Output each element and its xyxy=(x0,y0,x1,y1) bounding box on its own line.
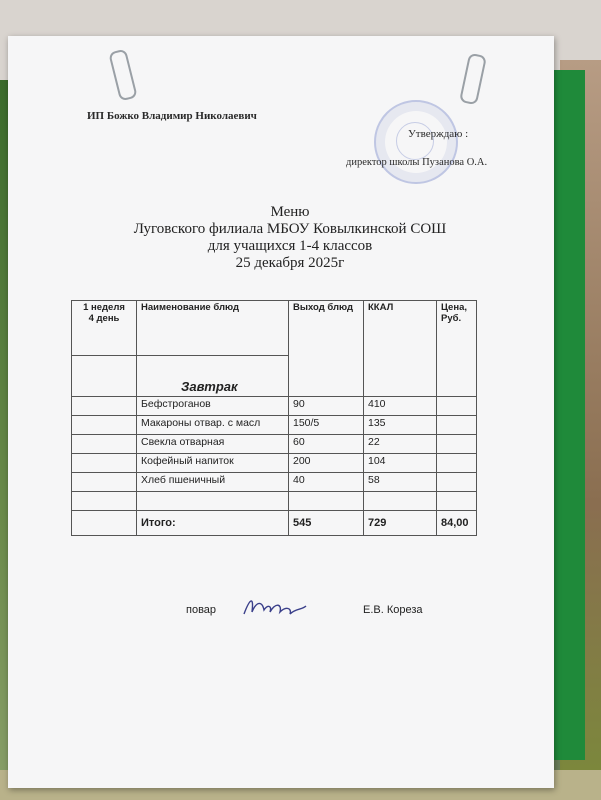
table-header-row xyxy=(72,301,477,356)
header-output: Выход блюд xyxy=(289,301,364,397)
header-dish-name: Наименование блюд xyxy=(137,301,289,356)
dish-name: Хлеб пшеничный xyxy=(137,473,289,492)
dish-output: 150/5 xyxy=(289,416,364,435)
title-line: для учащихся 1-4 классов xyxy=(207,238,373,254)
dish-kcal: 135 xyxy=(364,416,437,435)
table-row xyxy=(72,473,477,492)
title-line: 25 декабря 2025г xyxy=(235,255,345,271)
dish-price xyxy=(437,435,477,454)
dish-price xyxy=(437,397,477,416)
meal-label: Завтрак xyxy=(181,379,238,394)
header-kcal: ККАЛ xyxy=(364,301,437,397)
dish-price xyxy=(437,473,477,492)
dish-name: Бефстроганов xyxy=(137,397,289,416)
header-week-day: 1 неделя 4 день xyxy=(72,301,137,356)
menu-table xyxy=(71,300,477,536)
dish-name xyxy=(137,492,289,511)
total-kcal: 729 xyxy=(364,511,437,536)
dish-name: Кофейный напиток xyxy=(137,454,289,473)
title-line: Луговского филиала МБОУ Ковылкинской СОШ xyxy=(133,221,447,237)
table-row xyxy=(72,397,477,416)
total-label: Итого: xyxy=(137,511,289,536)
total-output: 545 xyxy=(289,511,364,536)
school-stamp xyxy=(374,100,458,184)
signature-icon xyxy=(240,592,310,622)
dish-output: 60 xyxy=(289,435,364,454)
dish-output: 40 xyxy=(289,473,364,492)
menu-sheet xyxy=(8,36,554,788)
dish-kcal: 22 xyxy=(364,435,437,454)
cook-name: Е.В. Кореза xyxy=(363,604,423,616)
meal-cell xyxy=(137,356,289,397)
dish-name: Свекла отварная xyxy=(137,435,289,454)
dish-kcal: 410 xyxy=(364,397,437,416)
table-row xyxy=(72,492,477,511)
dish-price xyxy=(437,492,477,511)
dish-price xyxy=(437,454,477,473)
cook-label: повар xyxy=(186,604,217,616)
director-line: директор школы Пузанова О.А. xyxy=(346,157,488,168)
dish-output: 90 xyxy=(289,397,364,416)
dish-kcal: 104 xyxy=(364,454,437,473)
total-row xyxy=(72,511,477,536)
approve-label: Утверждаю : xyxy=(408,128,469,140)
table-row xyxy=(72,454,477,473)
total-price: 84,00 xyxy=(437,511,477,536)
dish-output: 200 xyxy=(289,454,364,473)
dish-name: Макароны отвар. с масл xyxy=(137,416,289,435)
table-row xyxy=(72,435,477,454)
dish-kcal: 58 xyxy=(364,473,437,492)
owner-name: ИП Божко Владимир Николаевич xyxy=(87,110,257,122)
title-line: Меню xyxy=(270,204,310,220)
dish-output xyxy=(289,492,364,511)
paperclip-icon xyxy=(459,53,487,106)
header-price: Цена, Руб. xyxy=(437,301,477,397)
dish-price xyxy=(437,416,477,435)
menu-title xyxy=(100,204,480,272)
table-row xyxy=(72,416,477,435)
paperclip-icon xyxy=(108,49,138,102)
dish-kcal xyxy=(364,492,437,511)
